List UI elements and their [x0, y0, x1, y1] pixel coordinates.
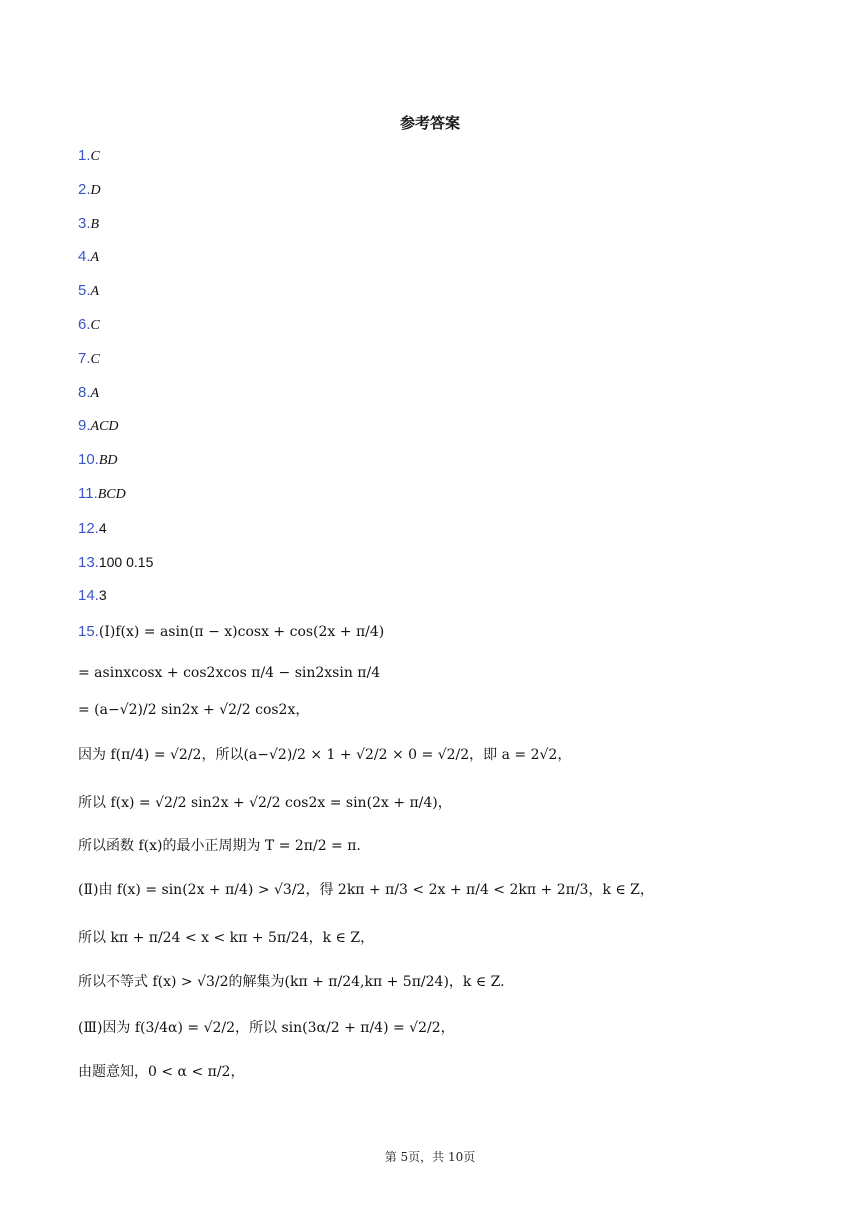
solution-line	[78, 972, 505, 992]
answer-value: BD	[98, 453, 118, 469]
answer-item	[78, 350, 100, 369]
answer-number: 12.	[78, 519, 99, 537]
answer-value: A	[90, 385, 100, 401]
answer-value: A	[90, 250, 100, 266]
answer-number: 5.	[78, 282, 91, 300]
answer-value: BCD	[97, 487, 126, 502]
solution-line	[78, 700, 309, 720]
answer-value: 100 0.15	[98, 553, 154, 570]
answer-item	[78, 519, 107, 538]
answer-item	[78, 586, 107, 605]
solution-text: (Ⅰ)f(x) = asin(π − x)cosx + cos(2x + π/4)	[98, 624, 385, 640]
solution-text: = (a−√2)/2 sin2x + √2/2 cos2x，	[78, 702, 310, 718]
solution-text: 所以不等式 f(x) > √3/2的解集为(kπ + π/24,kπ + 5π/24)，k ∈ Z.	[78, 974, 505, 990]
answer-item	[78, 384, 99, 403]
solution-text: 所以函数 f(x)的最小正周期为 T = 2π/2 = π.	[78, 838, 361, 854]
solution-line	[78, 880, 654, 900]
solution-text: (Ⅲ)因为 f(3/4α) = √2/2，所以 sin(3α/2 + π/4) = √2/2，	[78, 1020, 455, 1036]
answer-value: C	[90, 318, 100, 333]
solution-number: 15.	[78, 623, 99, 640]
solution-text: 所以 kπ + π/24 < x < kπ + 5π/24，k ∈ Z，	[78, 930, 375, 946]
solution-line	[78, 793, 452, 813]
answer-value: D	[90, 182, 101, 198]
solution-text: 由题意知，0 < α < π/2，	[78, 1064, 245, 1080]
solution-text: = asinxcosx + cos2xcos π/4 − sin2xsin π/4	[78, 665, 381, 681]
solution-line	[78, 928, 374, 948]
answer-item	[78, 553, 153, 572]
answer-value: C	[90, 351, 100, 367]
answer-number: 11.	[78, 485, 98, 502]
answer-value: A	[90, 284, 100, 300]
solution-text: 因为 f(π/4) = √2/2，所以(a−√2)/2 × 1 + √2/2 × 0 = √2/2，即 a = 2√2，	[78, 747, 572, 763]
answer-item	[78, 451, 118, 470]
answer-item	[78, 417, 119, 436]
answer-number: 9.	[78, 417, 91, 435]
page-footer: 第 5页，共 10页	[384, 1150, 476, 1164]
answer-number: 14.	[78, 587, 99, 605]
answer-number: 10.	[78, 451, 99, 469]
answer-value: 3	[98, 587, 107, 604]
page-title: 参考答案	[399, 114, 460, 132]
solution-text: 所以 f(x) = √2/2 sin2x + √2/2 cos2x = sin(2x + π/4)，	[78, 795, 452, 811]
solution-line	[78, 1018, 455, 1038]
answer-value: B	[90, 216, 100, 232]
answer-number: 6.	[78, 316, 91, 333]
answer-number: 4.	[78, 248, 91, 266]
answer-item	[78, 147, 100, 166]
solution-line	[78, 663, 380, 683]
solution-line	[78, 745, 571, 765]
answer-number: 7.	[78, 349, 91, 367]
answer-item	[78, 248, 99, 267]
answer-number: 3.	[78, 214, 91, 232]
answer-value: C	[90, 149, 100, 164]
solution-line	[78, 622, 384, 642]
answer-number: 13.	[78, 553, 99, 571]
solution-line	[78, 836, 361, 856]
solution-text: (Ⅱ)由 f(x) = sin(2x + π/4) > √3/2，得 2kπ + π/3 < 2x + π/4 < 2kπ + 2π/3，k ∈ Z，	[78, 882, 654, 898]
answer-value: 4	[98, 519, 107, 536]
solution-line	[78, 1062, 244, 1082]
answer-number: 1.	[78, 147, 91, 164]
answer-item	[78, 181, 101, 200]
answer-number: 8.	[78, 383, 91, 401]
answer-item	[78, 485, 126, 504]
answer-item	[78, 282, 99, 301]
answer-number: 2.	[78, 180, 91, 198]
answer-item	[78, 316, 100, 335]
answer-value: ACD	[90, 419, 119, 435]
answer-item	[78, 215, 99, 234]
